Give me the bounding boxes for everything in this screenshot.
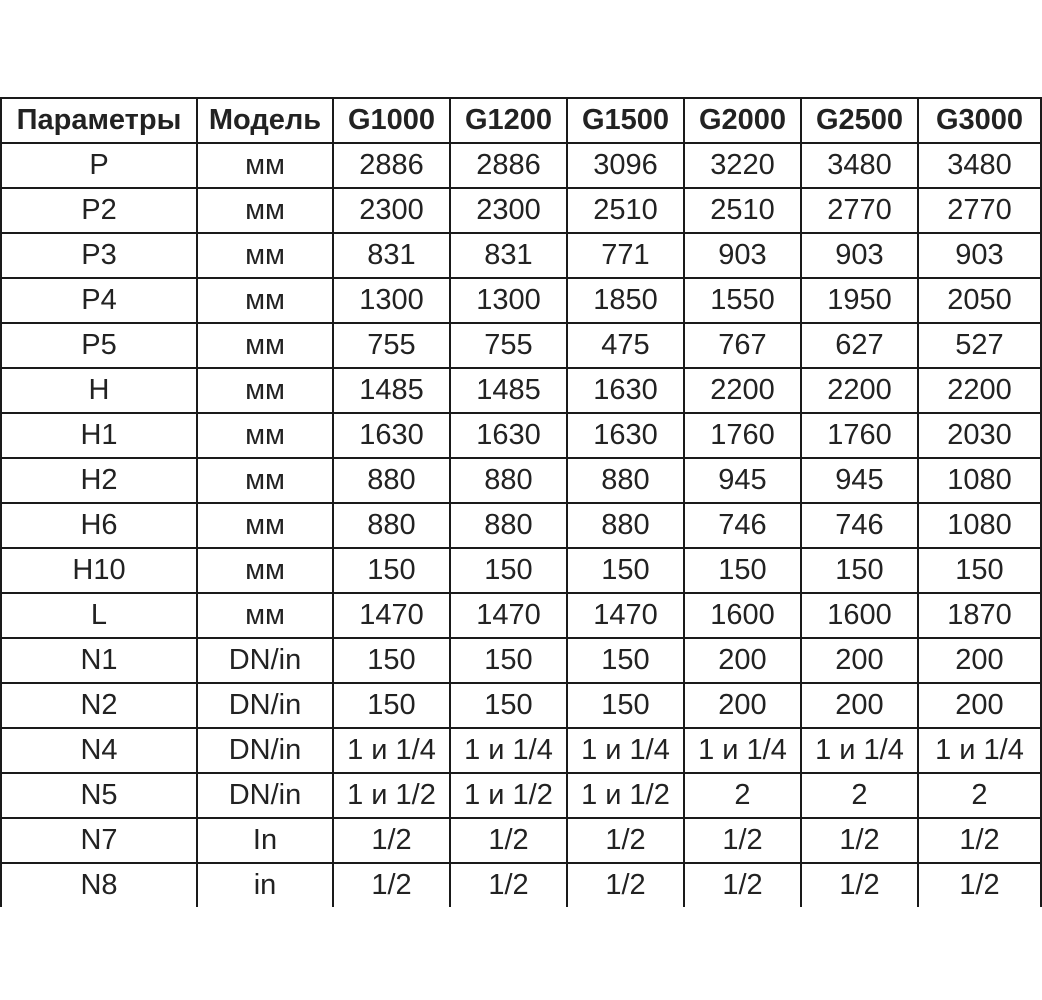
value-cell: 3220 [684,143,801,188]
value-cell: 831 [450,233,567,278]
value-cell: 1 и 1/4 [333,728,450,773]
value-cell: 2886 [333,143,450,188]
value-cell: 1/2 [450,863,567,907]
table-row [1,323,1041,368]
header-model-column: G1200 [450,98,567,143]
value-cell: 1485 [450,368,567,413]
value-cell: 150 [333,683,450,728]
value-cell: 627 [801,323,918,368]
unit-cell: мм [197,413,333,458]
value-cell: 1/2 [333,818,450,863]
value-cell: 1760 [684,413,801,458]
table-row [1,638,1041,683]
unit-cell: мм [197,233,333,278]
table-row [1,773,1041,818]
value-cell: 150 [450,683,567,728]
table-row [1,728,1041,773]
value-cell: 2200 [684,368,801,413]
unit-cell: DN/in [197,638,333,683]
value-cell: 880 [333,503,450,548]
value-cell: 903 [684,233,801,278]
parameter-cell: H [1,368,197,413]
table-row [1,188,1041,233]
parameter-cell: N5 [1,773,197,818]
value-cell: 1485 [333,368,450,413]
parameter-cell: H10 [1,548,197,593]
value-cell: 2770 [801,188,918,233]
value-cell: 1 и 1/2 [450,773,567,818]
value-cell: 2886 [450,143,567,188]
value-cell: 150 [450,548,567,593]
value-cell: 1 и 1/4 [918,728,1041,773]
value-cell: 200 [684,683,801,728]
value-cell: 1850 [567,278,684,323]
value-cell: 880 [450,458,567,503]
value-cell: 831 [333,233,450,278]
value-cell: 1630 [567,368,684,413]
value-cell: 945 [684,458,801,503]
header-parameters: Параметры [1,98,197,143]
value-cell: 150 [333,548,450,593]
parameter-cell: N4 [1,728,197,773]
unit-cell: мм [197,278,333,323]
spec-table [0,97,1042,907]
value-cell: 150 [801,548,918,593]
parameter-cell: L [1,593,197,638]
parameter-cell: N1 [1,638,197,683]
table-row [1,278,1041,323]
value-cell: 2300 [333,188,450,233]
unit-cell: мм [197,143,333,188]
table-row [1,548,1041,593]
value-cell: 1 и 1/4 [684,728,801,773]
value-cell: 1/2 [801,818,918,863]
header-model-column: G3000 [918,98,1041,143]
value-cell: 1630 [567,413,684,458]
value-cell: 2510 [684,188,801,233]
value-cell: 2 [801,773,918,818]
value-cell: 527 [918,323,1041,368]
unit-cell: мм [197,368,333,413]
value-cell: 880 [450,503,567,548]
table-row [1,413,1041,458]
value-cell: 1/2 [918,863,1041,907]
value-cell: 1/2 [567,863,684,907]
unit-cell: мм [197,593,333,638]
unit-cell: мм [197,188,333,233]
value-cell: 1470 [567,593,684,638]
value-cell: 1600 [801,593,918,638]
parameter-cell: H2 [1,458,197,503]
value-cell: 755 [450,323,567,368]
value-cell: 3480 [801,143,918,188]
table-row [1,458,1041,503]
value-cell: 2050 [918,278,1041,323]
value-cell: 903 [801,233,918,278]
value-cell: 746 [801,503,918,548]
value-cell: 475 [567,323,684,368]
parameter-cell: H6 [1,503,197,548]
value-cell: 200 [801,638,918,683]
parameter-cell: P [1,143,197,188]
value-cell: 150 [567,638,684,683]
parameter-cell: N7 [1,818,197,863]
value-cell: 1550 [684,278,801,323]
value-cell: 2300 [450,188,567,233]
table-row [1,143,1041,188]
unit-cell: DN/in [197,773,333,818]
value-cell: 945 [801,458,918,503]
table-row [1,818,1041,863]
value-cell: 150 [333,638,450,683]
value-cell: 2510 [567,188,684,233]
value-cell: 1/2 [801,863,918,907]
parameter-cell: N2 [1,683,197,728]
table-body [1,143,1041,907]
unit-cell: DN/in [197,728,333,773]
value-cell: 200 [684,638,801,683]
value-cell: 2030 [918,413,1041,458]
unit-cell: мм [197,548,333,593]
value-cell: 1/2 [333,863,450,907]
value-cell: 3480 [918,143,1041,188]
value-cell: 1470 [333,593,450,638]
value-cell: 1 и 1/2 [333,773,450,818]
value-cell: 1/2 [684,863,801,907]
value-cell: 880 [567,503,684,548]
value-cell: 150 [567,683,684,728]
value-cell: 1 и 1/4 [801,728,918,773]
value-cell: 1300 [333,278,450,323]
value-cell: 767 [684,323,801,368]
value-cell: 1/2 [918,818,1041,863]
value-cell: 150 [567,548,684,593]
value-cell: 1080 [918,458,1041,503]
table-row [1,368,1041,413]
unit-cell: in [197,863,333,907]
value-cell: 150 [918,548,1041,593]
header-model-column: G1000 [333,98,450,143]
parameter-cell: P3 [1,233,197,278]
value-cell: 2200 [801,368,918,413]
table-row [1,503,1041,548]
value-cell: 755 [333,323,450,368]
value-cell: 150 [684,548,801,593]
value-cell: 1630 [333,413,450,458]
table-row [1,683,1041,728]
value-cell: 3096 [567,143,684,188]
header-row [1,98,1041,143]
value-cell: 150 [450,638,567,683]
value-cell: 200 [918,683,1041,728]
value-cell: 1870 [918,593,1041,638]
value-cell: 1 и 1/4 [450,728,567,773]
value-cell: 1600 [684,593,801,638]
parameter-cell: N8 [1,863,197,907]
table-row [1,593,1041,638]
header-model-column: G1500 [567,98,684,143]
unit-cell: In [197,818,333,863]
header-model-column: G2500 [801,98,918,143]
table-row [1,233,1041,278]
value-cell: 880 [567,458,684,503]
value-cell: 2 [918,773,1041,818]
value-cell: 1950 [801,278,918,323]
unit-cell: мм [197,503,333,548]
value-cell: 746 [684,503,801,548]
parameter-cell: P2 [1,188,197,233]
value-cell: 1470 [450,593,567,638]
value-cell: 1/2 [684,818,801,863]
value-cell: 880 [333,458,450,503]
value-cell: 1300 [450,278,567,323]
unit-cell: мм [197,458,333,503]
unit-cell: мм [197,323,333,368]
value-cell: 1630 [450,413,567,458]
value-cell: 1/2 [450,818,567,863]
value-cell: 1 и 1/4 [567,728,684,773]
value-cell: 2770 [918,188,1041,233]
table-row [1,863,1041,907]
value-cell: 200 [918,638,1041,683]
parameter-cell: P5 [1,323,197,368]
header-model-column: G2000 [684,98,801,143]
parameter-cell: H1 [1,413,197,458]
unit-cell: DN/in [197,683,333,728]
parameter-cell: P4 [1,278,197,323]
value-cell: 1760 [801,413,918,458]
value-cell: 1 и 1/2 [567,773,684,818]
value-cell: 2200 [918,368,1041,413]
value-cell: 1/2 [567,818,684,863]
value-cell: 2 [684,773,801,818]
value-cell: 1080 [918,503,1041,548]
table-viewport [0,97,1024,905]
header-model: Модель [197,98,333,143]
value-cell: 771 [567,233,684,278]
value-cell: 200 [801,683,918,728]
value-cell: 903 [918,233,1041,278]
